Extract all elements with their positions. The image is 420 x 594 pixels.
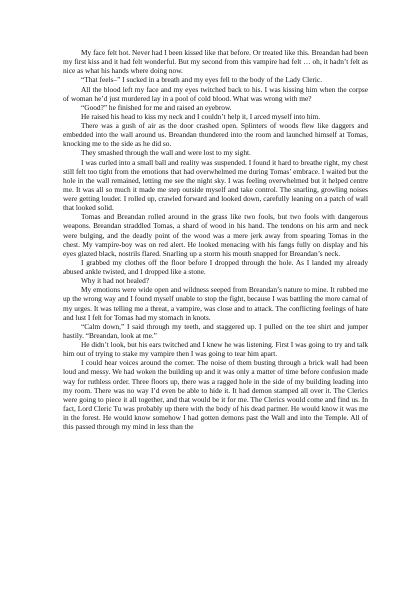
- paragraph: All the blood left my face and my eyes twitched back to his. I was kissing him when the corpse of woman he’d just murdered lay in a pool of cold blood. What was wrong with me?: [63, 84, 368, 103]
- paragraph: “Good?” he finished for me and raised an eyebrow.: [81, 102, 232, 112]
- paragraph: Tomas and Breandan rolled around in the grass like two fools, but two fools with dangerous weapons. Breandan straddled Tomas, a shard of wood in his hand. The tendons on his arm and neck were bulging, and the deadly point of the wood was a mere jerk away from spearing Tomas in the chest. My vampire-boy was on red alert. He looked menacing with his fangs fully on display and his eyes glazed black, nostrils flared. Snarling up a storm his mouth snapped for Breandan’s neck.: [63, 212, 368, 258]
- paragraph: There was a gush of air as the door crashed open. Splinters of woods flew like daggers and embedded into the wall around us. Breandan thundered into the room and launched himself at Tomas, knocking me to the side as he did so.: [63, 121, 368, 149]
- paragraph: He didn’t look, but his ears twitched and I knew he was listening. First I was going to try and talk him out of trying to stake my vampire then I was going to tear him apart.: [63, 340, 368, 359]
- paragraph: My face felt hot. Never had I been kissed like that before. Or treated like this. Breandan had been my first kiss and it had felt wonderful. But my second from this vampire had felt … oh, it hadn’t felt as nice as what his hands where doing now.: [63, 48, 368, 76]
- paragraph: They smashed through the wall and were lost to my sight.: [81, 148, 251, 158]
- paragraph: Why it had not healed?: [81, 276, 150, 286]
- paragraph: I could hear voices around the corner. The noise of them busting through a brick wall had been loud and messy. We had woken the building up and it was only a matter of time before confusion made way for ruthless order. Three floors up, there was a ragged hole in the side of my building leading into my room. There was no way I’d even be able to hide it. It had demon stamped all over it. The Clerics were going to piece it all together, and that would be it for me. The Clerics would come and find us. In fact, Lord Cleric Tu was probably up there with the body of his dead partner. He would know it was me in the forest. He would know somehow I had gotten demons past the Wall and into the Temple. All of this passed through my mind in less than the: [63, 358, 368, 432]
- paragraph: “Calm down,” I said through my teeth, and staggered up. I pulled on the tee shirt and jumper hastily. “Breandan, look at me.”: [63, 321, 368, 340]
- paragraph: I was curled into a small ball and reality was suspended. I found it hard to breathe right, my chest still felt too tight from the emotions that had overwhelmed me during Tomas’ embrace. I waited but the hole in the wall remained, letting me see the night sky. I was feeling overwhelmed but it helped centre me. It was all so much it made me step outside myself and take control. The snarling, growling noises were getting louder. I rolled up, crawled forward and looked down, carefully leaning on a patch of wall that looked solid.: [63, 157, 368, 213]
- paragraph: “That feels–” I sucked in a breath and my eyes fell to the body of the Lady Cleric.: [81, 75, 323, 85]
- paragraph: He raised his head to kiss my neck and I couldn’t help it, I arced myself into him.: [81, 111, 321, 121]
- paragraph: My emotions were wide open and wildness seeped from Breandan’s nature to mine. It rubbed me up the wrong way and I found myself unable to stop the fight, because I was battling the more carnal of my urges. It was telling me a threat, a vampire, was close and to attack. The conflicting feelings of hate and lust I felt for Tomas had my stomach in knots.: [63, 285, 368, 322]
- paragraph: I grabbed my clothes off the floor before I dropped through the hole. As I landed my already abused ankle twisted, and I dropped like a stone.: [63, 257, 368, 276]
